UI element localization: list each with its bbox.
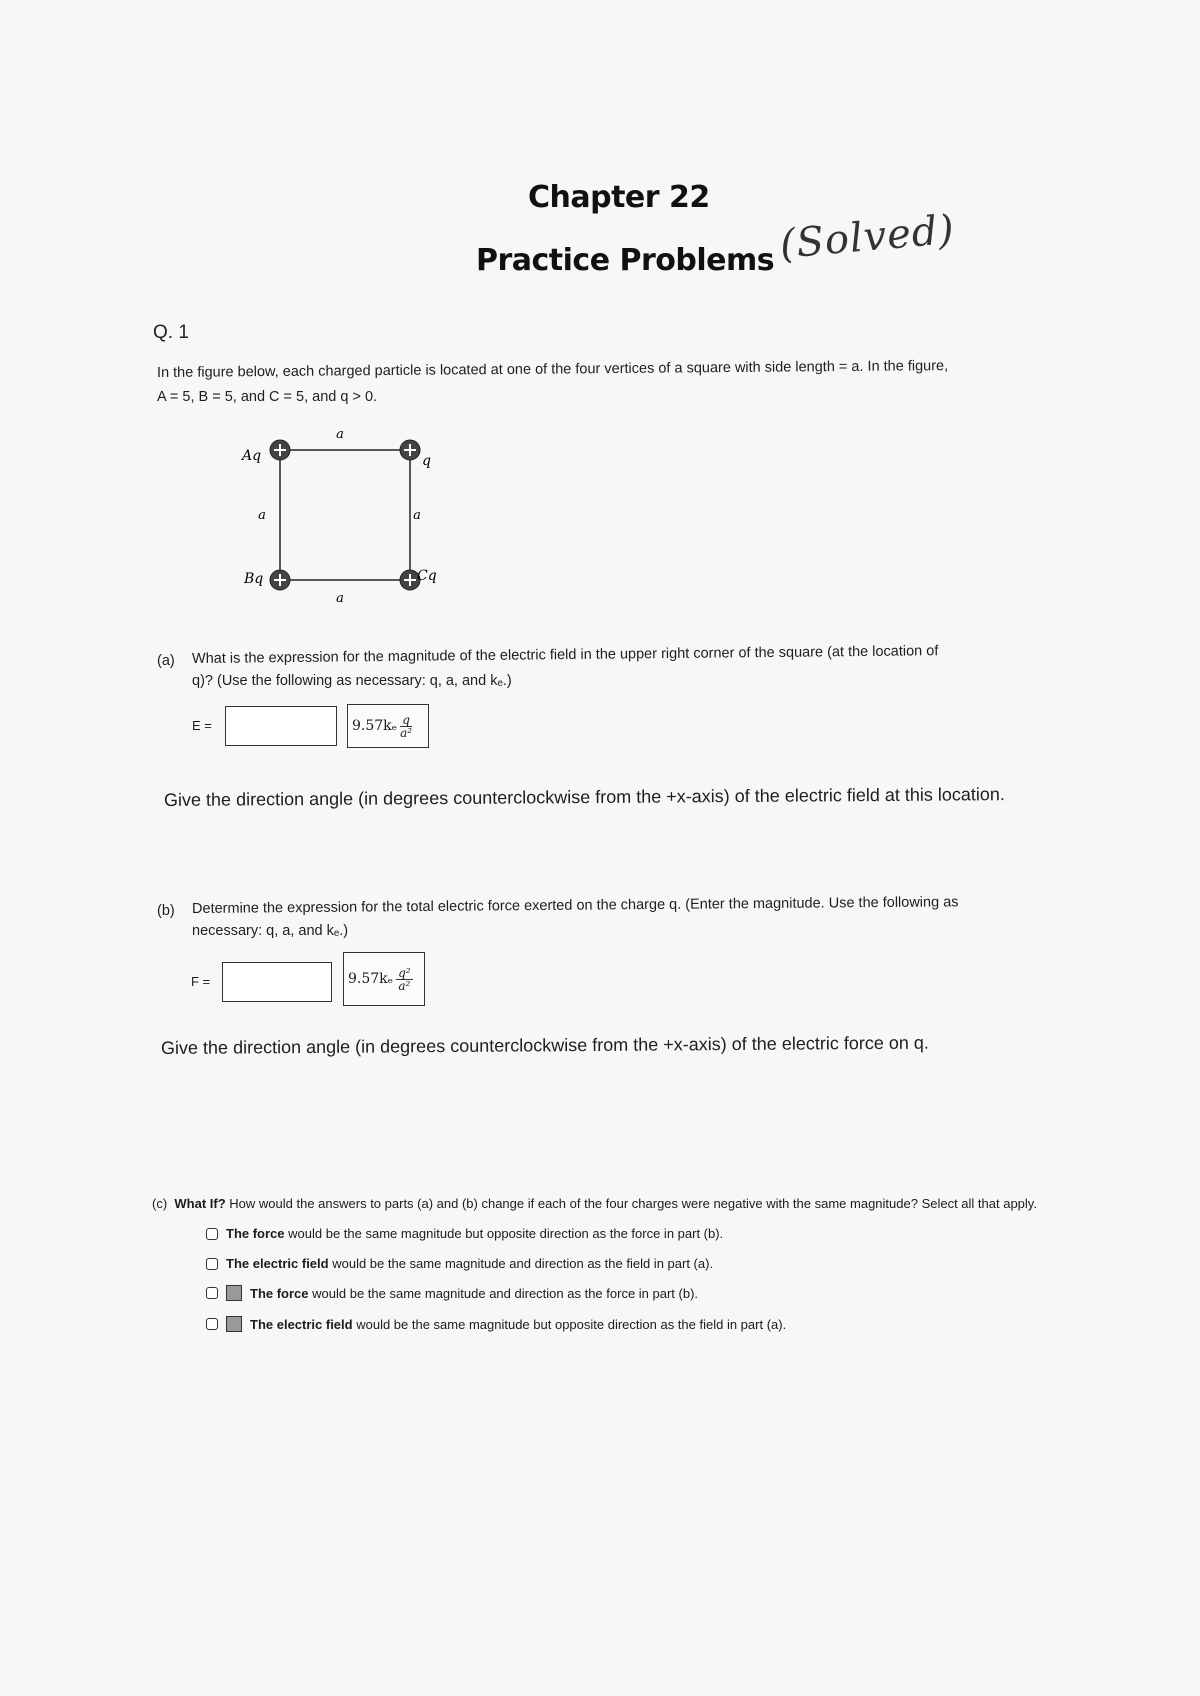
correct-mark-icon bbox=[226, 1316, 242, 1332]
part-a-line2: q)? (Use the following as necessary: q, a, and kₑ.) bbox=[192, 673, 512, 689]
part-a-label: (a) bbox=[157, 653, 175, 669]
option-3-text: would be the same magnitude and direction as the force in part (b). bbox=[312, 1285, 699, 1301]
chapter-title: Chapter 22 bbox=[528, 180, 710, 215]
part-a-direction-prompt: Give the direction angle (in degrees counterclockwise from the +x-axis) of the electric field at this location. bbox=[163, 784, 1005, 810]
part-c-option-4[interactable] bbox=[206, 1316, 786, 1332]
option-4-checkbox[interactable] bbox=[206, 1318, 218, 1330]
side-label-bottom: a bbox=[336, 591, 344, 605]
correct-mark-icon bbox=[226, 1285, 242, 1301]
charge-bottom-left-marker bbox=[270, 570, 290, 590]
e-field-solution-den: a² bbox=[400, 725, 413, 740]
force-solution bbox=[343, 952, 425, 1006]
option-3-checkbox[interactable] bbox=[206, 1287, 218, 1299]
e-field-solution-num: q bbox=[402, 712, 410, 727]
e-field-solution-fraction bbox=[400, 714, 412, 739]
force-solution-num: q² bbox=[398, 965, 411, 980]
option-2-checkbox[interactable] bbox=[206, 1258, 218, 1270]
page-subtitle: Practice Problems bbox=[476, 243, 775, 278]
force-solution-fraction bbox=[396, 967, 413, 992]
part-b-direction-prompt: Give the direction angle (in degrees counterclockwise from the +x-axis) of the electric force on q. bbox=[160, 1032, 929, 1058]
part-c-label: (c) bbox=[152, 1196, 168, 1211]
e-field-input-label: E = bbox=[192, 718, 212, 733]
part-b-line2: necessary: q, a, and kₑ.) bbox=[192, 923, 349, 939]
charge-top-left-marker bbox=[270, 440, 290, 460]
charge-square-figure bbox=[230, 425, 450, 605]
charge-label-top-right: q bbox=[422, 453, 431, 469]
force-solution-den: a² bbox=[398, 978, 411, 993]
part-a-line1: What is the expression for the magnitude of the electric field in the upper right corner of the square (at the location of bbox=[191, 643, 939, 667]
part-b-line1: Determine the expression for the total electric force exerted on the charge q. (Enter the magnitude. Use the following as bbox=[191, 894, 959, 917]
charge-top-right-marker bbox=[400, 440, 420, 460]
charge-label-bottom-right: Cq bbox=[417, 568, 437, 584]
option-3-bold: The force bbox=[250, 1285, 309, 1301]
side-label-left: a bbox=[258, 508, 266, 523]
force-input[interactable] bbox=[222, 962, 332, 1002]
side-label-right: a bbox=[413, 508, 421, 523]
option-1-checkbox[interactable] bbox=[206, 1228, 218, 1240]
part-c-question: How would the answers to parts (a) and (b) change if each of the four charges were negative with the same magnitude? Select all that apply. bbox=[229, 1196, 1037, 1211]
handwritten-solved-note: (Solved) bbox=[777, 206, 957, 268]
force-solution-coef: 9.57kₑ bbox=[348, 971, 394, 987]
part-c-option-2[interactable] bbox=[206, 1256, 713, 1271]
option-1-text: would be the same magnitude but opposite direction as the force in part (b). bbox=[288, 1226, 724, 1241]
side-label-top: a bbox=[336, 427, 344, 442]
part-c-what-if: What If? bbox=[174, 1196, 226, 1211]
question-intro-line2: A = 5, B = 5, and C = 5, and q > 0. bbox=[157, 389, 378, 405]
option-1-bold: The force bbox=[226, 1226, 285, 1241]
option-4-text: would be the same magnitude but opposite direction as the field in part (a). bbox=[356, 1316, 787, 1332]
question-intro-line1: In the figure below, each charged particle is located at one of the four vertices of a square with side length = a. In the figure, bbox=[156, 358, 949, 381]
e-field-input[interactable] bbox=[225, 706, 337, 746]
part-c-prompt bbox=[152, 1196, 1037, 1211]
part-c-option-1[interactable] bbox=[206, 1226, 723, 1241]
force-input-label: F = bbox=[191, 974, 211, 989]
charge-label-top-left: Aq bbox=[242, 448, 262, 464]
question-label: Q. 1 bbox=[153, 322, 189, 343]
square-outline bbox=[280, 450, 410, 580]
option-2-text: would be the same magnitude and direction as the field in part (a). bbox=[332, 1256, 714, 1271]
e-field-solution-coef: 9.57kₑ bbox=[352, 718, 398, 734]
e-field-solution bbox=[347, 704, 429, 748]
part-c-option-3[interactable] bbox=[206, 1285, 698, 1301]
option-2-bold: The electric field bbox=[226, 1256, 329, 1271]
charge-label-bottom-left: Bq bbox=[244, 571, 264, 587]
part-b-label: (b) bbox=[157, 903, 175, 919]
option-4-bold: The electric field bbox=[250, 1316, 353, 1332]
